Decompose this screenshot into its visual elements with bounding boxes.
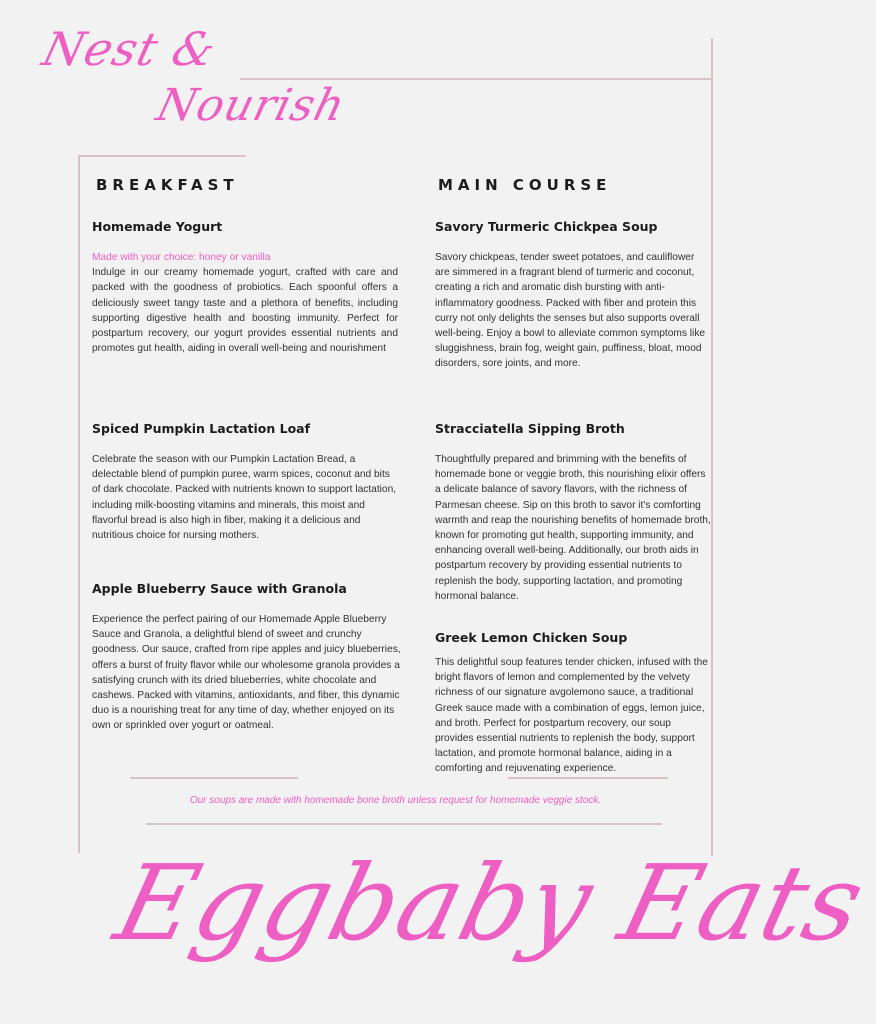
soup-footnote: Our soups are made with homemade bone broth unless request for homemade veggie stock. (189, 795, 602, 806)
main-course-heading: MAIN COURSE (438, 176, 612, 194)
main-item-chickpea-soup (435, 219, 711, 372)
item-title: Savory Turmeric Chickpea Soup (435, 219, 658, 234)
divider-right (508, 777, 668, 779)
brand-logo-line1: Nest & (37, 22, 222, 76)
item-description: Indulge in our creamy homemade yogurt, crafted with care and packed with the goodness of probiotics. Each spoonful offers a deliciously sweet tangy taste and a plethora of benefits, including supporting digestive health and boosting immunity. Perfect for postpartum recovery, our yogurt provides essential nutrients and promotes gut health, aiding in overall well-being and nourishment (92, 267, 398, 355)
brand-wordmark-bottom: Eggbaby Eats (104, 842, 876, 964)
item-description: Celebrate the season with our Pumpkin Lactation Bread, a delectable blend of pumpkin puree, warm spices, coconut and bits of dark chocolate. Packed with nutrients known to support lactation, including milk-boosting vitamins and minerals, this moist and flavorful bread is also high in fiber, making it a delicious and nutritious choice for nursing mothers. (92, 454, 397, 542)
frame-left-top-rule (78, 155, 246, 157)
item-description: Thoughtfully prepared and brimming with the benefits of homemade bone or veggie broth, this nourishing elixir offers a delicate balance of savory flavors, with the richness of Parmesan cheese. Sip on this broth to savor it's comforting warmth and reap the nourishing benefits of homemade broth, known for promoting gut health, supporting immunity, and enhancing overall well-being. Additionally, our broth aids in postpartum recovery by providing essential nutrients to replenish the body, supporting lactation, and promoting hormonal balance. (435, 454, 711, 602)
item-description: Savory chickpeas, tender sweet potatoes, and cauliflower are simmered in a fragrant blend of turmeric and coconut, creating a rich and aromatic dish bursting with anti-inflammatory goodness. Packed with fiber and protein this curry not only delights the senses but also supports overall well-being. Enjoy a bowl to alleviate common symptoms like sluggishness, brain fog, weight gain, puffiness, bloat, mood disorders, sore joints, and more. (435, 252, 706, 370)
frame-right-rule (711, 38, 713, 856)
breakfast-item-pumpkin-loaf (92, 421, 398, 543)
divider-left (130, 777, 298, 779)
item-note: Made with your choice: honey or vanilla (92, 252, 271, 263)
item-title: Homemade Yogurt (92, 219, 223, 234)
breakfast-item-yogurt (92, 219, 398, 356)
main-item-greek-lemon-soup (435, 630, 711, 777)
main-item-stracciatella-broth (435, 421, 711, 604)
item-title: Spiced Pumpkin Lactation Loaf (92, 421, 311, 436)
breakfast-heading: BREAKFAST (96, 176, 239, 194)
item-title: Apple Blueberry Sauce with Granola (92, 581, 347, 596)
brand-logo-line2: Nourish (151, 80, 351, 131)
item-title: Stracciatella Sipping Broth (435, 421, 625, 436)
item-title: Greek Lemon Chicken Soup (435, 630, 628, 645)
divider-bottom (146, 823, 662, 825)
item-description: Experience the perfect pairing of our Homemade Apple Blueberry Sauce and Granola, a delightful blend of sweet and crunchy goodness. Our sauce, crafted from ripe apples and juicy blueberries, offers a burst of fruity flavor while our wholesome granola provides a satisfying crunch with its dried blueberries, white chocolate and cashews. Packed with vitamins, antioxidants, and fiber, this dynamic duo is a nourishing treat for any time of day, whether enjoyed on its own or sprinkled over yogurt or oatmeal. (92, 614, 401, 732)
item-description: This delightful soup features tender chicken, infused with the bright flavors of lemon and complemented by the velvety richness of our signature avgolemono sauce, a traditional Greek sauce made with a combination of eggs, lemon juice, and broth. Perfect for postpartum recovery, our soup provides essential nutrients to replenish the body, support lactation, and promote hormonal balance, aiding in a comforting and rejuvenating experience. (435, 657, 708, 775)
frame-left-rule (78, 155, 80, 853)
breakfast-item-apple-blueberry (92, 581, 402, 734)
